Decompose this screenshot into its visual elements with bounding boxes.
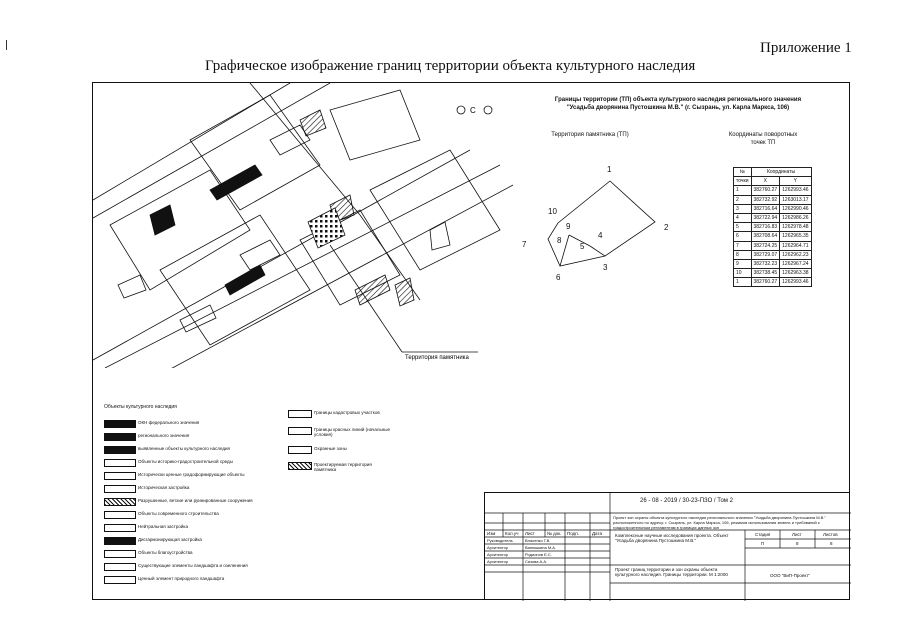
table-cell: 9 — [734, 259, 752, 268]
table-cell: 382722.94 — [751, 213, 780, 222]
table-cell: 1262963.38 — [780, 269, 811, 278]
table-cell: 1262978.48 — [780, 223, 811, 232]
stamp-person-field: Архитектор — [487, 559, 509, 564]
legend-label: Проектируемая территория памятника — [314, 462, 372, 472]
legend-label: Историческая застройка — [138, 485, 190, 490]
table-cell: 1262965.35 — [780, 232, 811, 241]
legend-title: Объекты культурного наследия — [104, 404, 177, 410]
stamp-person-field: Власенко Г.В. — [525, 538, 551, 543]
legend-swatch — [104, 498, 136, 506]
legend-swatch — [104, 524, 136, 532]
table-cell: 1262964.71 — [780, 241, 811, 250]
point-label: 4 — [598, 231, 603, 240]
legend-swatch — [288, 462, 312, 470]
table-cell: 382724.25 — [751, 241, 780, 250]
monument-scheme — [548, 181, 655, 266]
stamp-person-field: Сизова А.А. — [525, 559, 548, 564]
table-cell: 6 — [734, 232, 752, 241]
heading-line2: "Усадьба дворянина Пустошкина М.В." (г. Сызрань, ул. Карла Маркса, 106) — [566, 105, 790, 111]
stamp-column-header: Дата — [592, 531, 602, 536]
legend-label: Дисгармонирующая застройка — [138, 537, 202, 542]
callout-label: Территория памятника — [405, 355, 469, 361]
legend-swatch — [104, 550, 136, 558]
col-y: Y — [780, 177, 811, 186]
title-block — [484, 492, 850, 600]
point-label: 5 — [580, 242, 585, 251]
point-label: 3 — [603, 263, 608, 272]
stamp-person-field: Архитектор — [487, 545, 509, 550]
coords-title-1: Координаты поворотных — [728, 132, 798, 138]
stamp-column-header: № док. — [547, 531, 562, 536]
building — [118, 275, 146, 298]
north-icon — [457, 106, 465, 114]
legend-label: Границы кадастровых участков — [314, 410, 380, 415]
legend-swatch — [104, 459, 136, 467]
sheets-value: 8 — [830, 541, 833, 546]
table-cell: 1 — [734, 278, 752, 287]
table-cell: 1262986.26 — [780, 213, 811, 222]
legend-swatch — [104, 576, 136, 584]
table-cell: 382716.83 — [751, 223, 780, 232]
table-row — [734, 232, 812, 241]
legend-label: Объекты современного строительства — [138, 511, 219, 516]
legend-label: ОКН федерального значения — [138, 420, 200, 425]
legend-swatch — [104, 433, 136, 441]
block — [190, 95, 320, 210]
col-coords: Координаты — [751, 168, 811, 177]
table-row — [734, 204, 812, 213]
stamp-column-header: Подп. — [567, 531, 579, 536]
point-label: 8 — [557, 236, 562, 245]
document-code: 26 - 08 - 2019 / 30-23-ПЗО / Том 2 — [640, 498, 733, 504]
legend-label: Объекты благоустройства — [138, 550, 193, 555]
legend-swatch — [288, 446, 312, 454]
table-row — [734, 213, 812, 222]
point-label: 6 — [556, 273, 561, 282]
block — [370, 150, 500, 270]
table-row — [734, 223, 812, 232]
legend-label: Существующие элементы ландшафта и озеленения — [138, 563, 248, 568]
table-cell: 382760.27 — [751, 278, 780, 287]
stage-value: П — [761, 541, 765, 546]
historic-zone — [300, 110, 326, 136]
stamp-person-field: Архитектор — [487, 552, 509, 557]
col-no: № — [734, 168, 752, 177]
north-label: С — [470, 106, 476, 115]
page-title: Графическое изображение границ территории объекта культурного наследия — [205, 58, 696, 74]
legend-label: Ценный элемент природного ландшафта — [138, 576, 225, 581]
table-cell: 382732.92 — [751, 195, 780, 204]
appendix-label: Приложение 1 — [760, 40, 852, 56]
table-cell: 3 — [734, 204, 752, 213]
work-title: Комплексные научные исследования проекта. Объект "Усадьба дворянина Пустошкина М.В." — [615, 533, 729, 543]
legend-label: регионального значения — [138, 433, 190, 438]
project-description: Проект зон охраны объекта культурного наследия регионального значения "Усадьба дворянина Пустошкина М.В." расположенного по адресу: г. Сызрань, ул. Карла Маркса, 106, режимов использования земель и требований к градостроительным регламентам в границах данных зон — [613, 515, 826, 530]
col-no2: точки — [734, 177, 752, 186]
legend-swatch — [104, 511, 136, 519]
table-cell: 1263013.17 — [780, 195, 811, 204]
legend-swatch — [104, 446, 136, 454]
table-cell: 382729.07 — [751, 250, 780, 259]
building-federal — [225, 265, 265, 295]
street-edge — [93, 83, 330, 218]
legend-swatch — [104, 537, 136, 545]
table-row — [734, 278, 812, 287]
block — [330, 90, 420, 160]
stamp-column-header: Изм — [487, 531, 496, 536]
point-label: 9 — [566, 222, 571, 231]
legend-label: Границы красных линий (начальные условия) — [314, 427, 391, 437]
table-cell: 10 — [734, 269, 752, 278]
legend-label: Объекты историко-градостроительной среды — [138, 459, 233, 464]
point-label: 2 — [664, 223, 669, 232]
point-label: 7 — [522, 240, 527, 249]
table-cell: 5 — [734, 223, 752, 232]
table-cell: 1262967.24 — [780, 259, 811, 268]
legend-label: Нейтральная застройка — [138, 524, 188, 529]
table-cell: 382708.64 — [751, 232, 780, 241]
legend-swatch — [104, 563, 136, 571]
legend-swatch — [104, 420, 136, 428]
coords-title-2: точек ТП — [750, 140, 776, 146]
sheet-title: Проект границ территории и зон охраны объекта культурного наследия. Границы территории. М 1:2000 — [615, 567, 728, 577]
legend-swatch — [288, 410, 312, 418]
sheet-value: 8 — [796, 541, 799, 546]
legend-label: Разрушенные, ветхие или руинированные сооружения — [138, 498, 253, 503]
legend-swatch — [104, 472, 136, 480]
stamp-person-field: Родионов Е.С. — [525, 552, 552, 557]
table-cell: 1262993.46 — [780, 186, 811, 195]
street-edge — [93, 150, 470, 360]
point-label: 10 — [548, 207, 557, 216]
table-cell: 2 — [734, 195, 752, 204]
legend-swatch — [104, 485, 136, 493]
building — [180, 305, 216, 332]
table-cell: 7 — [734, 241, 752, 250]
table-row — [734, 250, 812, 259]
legend-label: Исторически ценные градоформирующие объекты — [138, 472, 245, 477]
building — [430, 222, 450, 250]
stamp-column-header: Кол.уч — [505, 531, 519, 536]
table-cell: 1 — [734, 186, 752, 195]
monument-edge — [590, 246, 605, 256]
building-federal — [210, 165, 262, 200]
stamp-column-header: Лист — [525, 531, 535, 536]
scheme-title: Территория памятника (ТП) — [551, 132, 629, 138]
historic-zone — [395, 278, 414, 306]
coordinates-table — [733, 167, 812, 287]
table-cell: 1262962.23 — [780, 250, 811, 259]
point-label: 1 — [607, 165, 612, 174]
compass-icon — [484, 106, 492, 114]
col-x: X — [751, 177, 780, 186]
stamp-person-field: Руководитель — [487, 538, 513, 543]
stamp-person-field: Ванюшкина М.А. — [525, 545, 557, 550]
legend-label: выявленные объекты культурного наследия — [138, 446, 230, 451]
legend-label: Охранные зоны — [314, 446, 347, 451]
sheet-label: Лист — [792, 532, 802, 537]
table-cell: 382732.23 — [751, 259, 780, 268]
table-cell: 1262990.46 — [780, 204, 811, 213]
table-row — [734, 241, 812, 250]
table-row — [734, 195, 812, 204]
table-cell: 382738.45 — [751, 269, 780, 278]
table-cell: 382716.64 — [751, 204, 780, 213]
legend-swatch — [288, 427, 312, 435]
table-row — [734, 269, 812, 278]
table-row — [734, 186, 812, 195]
building-federal — [150, 205, 175, 235]
table-cell: 382760.27 — [751, 186, 780, 195]
table-cell: 4 — [734, 213, 752, 222]
stage-label: Стадия — [755, 532, 771, 537]
table-cell: 1262993.46 — [780, 278, 811, 287]
sheets-label: Листов — [823, 532, 838, 537]
heading-line1: Границы территории (ТП) объекта культурного наследия регионального значения — [554, 97, 802, 103]
table-row — [734, 259, 812, 268]
organization: ООО "ВиП-Проект" — [770, 573, 811, 578]
table-cell: 8 — [734, 250, 752, 259]
